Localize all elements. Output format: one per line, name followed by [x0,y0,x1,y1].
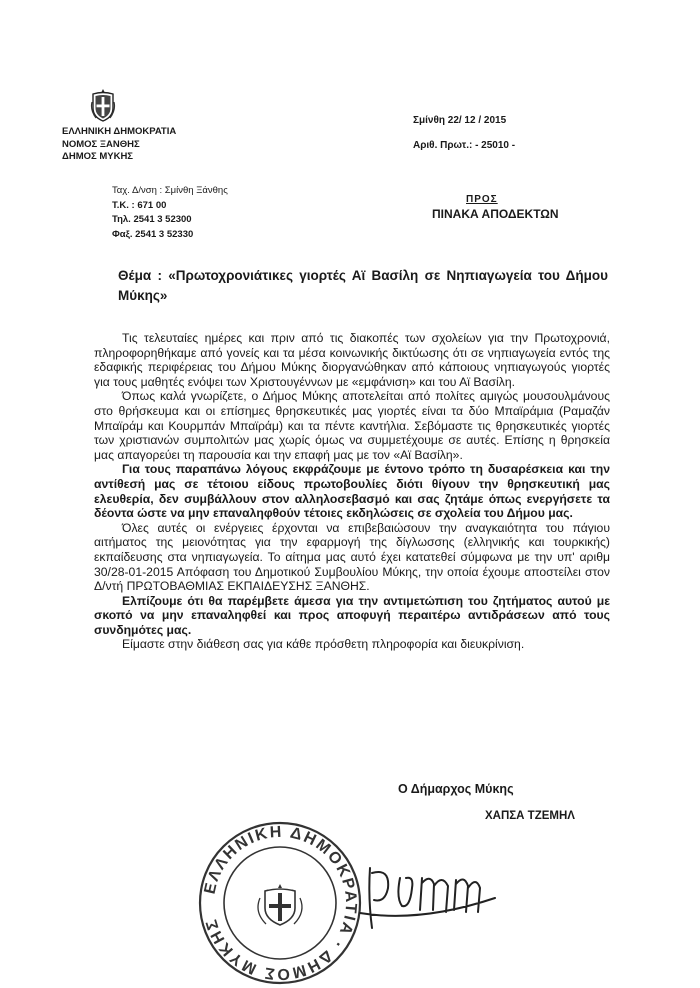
org-line: ΝΟΜΟΣ ΞΑΝΘΗΣ [62,138,140,150]
paragraph: Όλες αυτές οι ενέργειες έρχονται να επιβεβαιώσουν την αναγκαιότητα του πάγιου αιτήματος της μειονότητας για την εφαρμογή της δίγλωσσης (ελληνικής και τουρκικής) εκπαίδευσης στα νηπιαγωγεία. Το αίτημα μας αυτό έχει κατατεθεί σύμφωνα με την υπ' αριθμ 30/28-01-2015 Απόφαση του Δημοτικού Συμβουλίου Μύκης, την οποία έχουμε αποστείλει στον Δ/ντή ΠΡΩΤΟΒΑΘΜΙΑΣ ΕΚΠΑΙΔΕΥΣΗΣ ΞΑΝΘΗΣ. [94,520,610,594]
document-date: Σμίνθη 22/ 12 / 2015 [413,115,507,126]
phone: Τηλ. 2541 3 52300 [112,214,192,225]
postal-code: Τ.Κ. : 671 00 [112,199,167,211]
postal-address: Ταχ. Δ/νση : Σμίνθη Ξάνθης [112,185,228,196]
paragraph-emphasis: Ελπίζουμε ότι θα παρέμβετε άμεσα για την αντιμετώπιση του ζητήματος αυτού με σκοπό να μην επαναληφθεί και προς αποφυγή περαιτέρω αντιδράσεων από τους συνδημότες μας. [94,593,610,637]
handwritten-signature-icon [330,828,510,938]
subject: Θέμα : «Πρωτοχρονιάτικες γιορτές Αϊ Βασίλη σε Νηπιαγωγεία του Δήμου Μύκης» [118,268,608,303]
letter-body [94,331,610,652]
org-line: ΔΗΜΟΣ ΜΥΚΗΣ [62,151,134,162]
svg-text:ΕΛΛΗΝΙΚΗ ΔΗΜΟΚΡΑΤΙΑ · ΔΗΜΟΣ ΜΥ: ΕΛΛΗΝΙΚΗ ΔΗΜΟΚΡΑΤΙΑ · ΔΗΜΟΣ ΜΥΚΗΣ [201,823,360,983]
greek-coat-of-arms-icon [90,88,116,122]
fax: Φαξ. 2541 3 52330 [112,228,194,240]
paragraph: Είμαστε στην διάθεση σας για κάθε πρόσθετη πληροφορία και διευκρίνιση. [122,637,525,652]
issuer-block [62,126,176,164]
signatory-title: Ο Δήμαρχος Μύκης [398,782,514,796]
paragraph: Όπως καλά γνωρίζετε, ο Δήμος Μύκης αποτελείται από πολίτες αμιγώς μουσουλμάνους στο θρήσκευμα και οι επίσημες θρησκευτικές μας γιορτές είναι τα δύο Μπαϊράμια (Ραμαζάν Μπαϊράμ και Κουρμπάν Μπαϊράμ) και τα πέντε καντήλια. Σεβόμαστε τις θρησκευτικές γιορτές των χριστιανών συμπολιτών μας χωρίς όμως να συμμετέχουμε σε αυτές. Επίσης η θρησκεία μας απαγορεύει τη παρουσία και την επαφή μας με τον «Αϊ Βασίλη». [94,389,610,462]
paragraph-emphasis: Για τους παραπάνω λόγους εκφράζουμε με έντονο τρόπο τη δυσαρέσκεια και την αντίθεσή μας σε τέτοιου είδους πρωτοβουλίες διότι θίγουν την θρησκευτική μας ελευθερία, δεν συμβάλλουν στον αλληλοσεβασμό και σας ζητάμε όπως ενεργήσετε τα δέοντα ώστε να μην επαναληφθούν τέτοιες εκδηλώσεις σε σχολεία του Δήμου μας. [94,462,610,521]
recipients: ΠΙΝΑΚΑ ΑΠΟΔΕΚΤΩΝ [432,207,559,221]
contact-block [112,184,228,242]
protocol-number: Αριθ. Πρωτ.: - 25010 - [413,140,516,151]
paragraph: Τις τελευταίες ημέρες και πριν από τις διακοπές των σχολείων για την Πρωτοχρονιά, πληροφορηθήκαμε από γονείς και τα μέσα κοινωνικής δικτύωσης ότι σε νηπιαγωγεία εντός της εδαφικής περιφέρειας του Δήμου Μύκης διοργανώθηκαν από κάποιους νηπιαγωγούς γιορτές για τους μαθητές ενόψει των Χριστουγέννων με «εμφάνιση» και του Αϊ Βασίλη. [94,331,610,389]
org-line: ΕΛΛΗΝΙΚΗ ΔΗΜΟΚΡΑΤΙΑ [62,126,177,137]
to-label: ΠΡΟΣ [466,194,498,205]
signatory-name: ΧΑΠΣΑ ΤΖΕΜΗΛ [485,810,575,822]
